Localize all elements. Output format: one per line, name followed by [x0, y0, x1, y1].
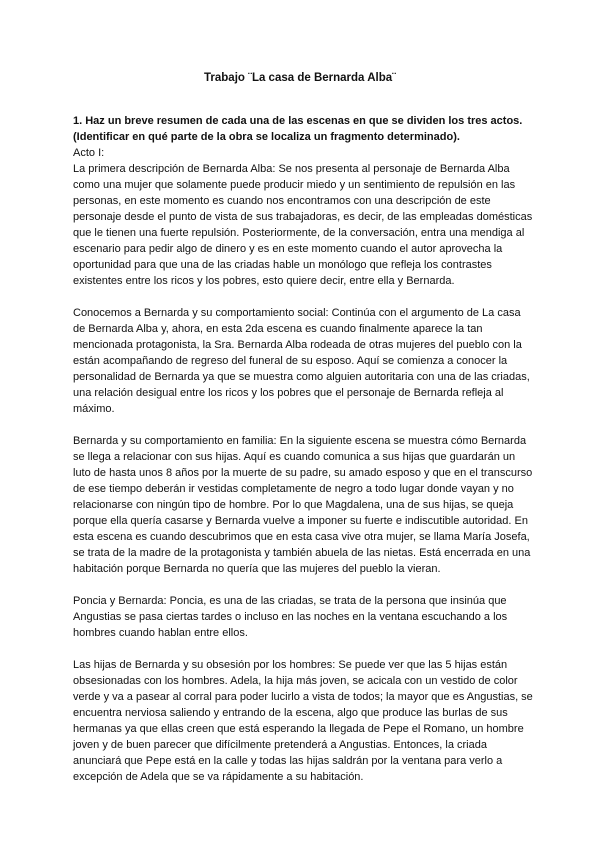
question-heading: 1. Haz un breve resumen de cada una de las escenas en que se dividen los tres actos. (Identificar en qué parte de la obra se localiza un fragmento determinado).: [73, 115, 523, 143]
document-title: Trabajo ¨La casa de Bernarda Alba¨: [204, 72, 396, 84]
paragraph-scene-2: Conocemos a Bernarda y su comportamiento social: Continúa con el argumento de La casa de Bernarda Alba y, ahora, en esta 2da escena es cuando finalmente aparece la tan mencionada protagonista, la Sra. Bernarda Alba rodeada de otras mujeres del pueblo con la están acompañando de regreso del funeral de su esposo. Aquí se comienza a conocer la personalidad de Bernarda ya que se muestra como alguien autoritaria con una de las criadas, una relación desigual entre los ricos y los pobres que el personaje de Bernarda refleja al máximo.: [73, 307, 530, 415]
act-label: Acto I:: [73, 147, 105, 159]
paragraph-scene-1: La primera descripción de Bernarda Alba: Se nos presenta al personaje de Bernarda Alba como una mujer que solamente puede producir miedo y un sentimiento de repulsión en las personas, en este momento es cuando nos encontramos con una descripción de este personaje desde el punto de vista de sus trabajadoras, es decir, de las empleadas domésticas que le tienen una fuerte repulsión. Posteriormente, de la conversación, entra una mendiga al escenario para pedir algo de dinero y es en este momento cuando el autor aprovecha la oportunidad para que una de las criadas hable un monólogo que refleja los contrastes existentes entre los ricos y los pobres, esto quiere decir, entre ella y Bernarda.: [73, 163, 533, 287]
paragraph-scene-5: Las hijas de Bernarda y su obsesión por los hombres: Se puede ver que las 5 hijas están obsesionadas con los hombres. Adela, la hija más joven, se acicala con un vestido de color verde y va a pasear al corral para poder lucirlo a vista de todos; la mayor que es Angustias, se encuentra nerviosa saliendo y entrando de la escena, algo que produce las burlas de sus hermanas ya que ellas creen que está esperando la llegada de Pepe el Romano, un hombre joven y de buen parecer que difícilmente pretenderá a Angustias. Entonces, la criada anunciará que Pepe está en la calle y todas las hijas saldrán por la ventana para verlo a excepción de Adela que se va rápidamente a su habitación.: [73, 659, 533, 783]
document-body: [73, 113, 533, 801]
paragraph-scene-4: Poncia y Bernarda: Poncia, es una de las criadas, se trata de la persona que insinúa que Angustias se pasa ciertas tardes o incluso en las noches en la ventana escuchando a los hombres cuando hablan entre ellos.: [73, 595, 508, 639]
paragraph-scene-3: Bernarda y su comportamiento en familia: En la siguiente escena se muestra cómo Bernarda se llega a relacionar con sus hijas. Aquí es cuando comunica a sus hijas que guardarán un luto de hasta unos 8 años por la muerte de su padre, su amado esposo y que en el transcurso de ese tiempo deberán ir vestidas completamente de negro a todo lugar donde vayan y no relacionarse con ningún tipo de hombre. Por lo que Magdalena, una de sus hijas, se queja porque ella quería casarse y Bernarda vuelve a imponer su fuerte e indiscutible autoridad. En esta escena es cuando descubrimos que en esta casa vive otra mujer, se llama María Josefa, se trata de la madre de la protagonista y también abuela de las nietas. Está encerrada en una habitación porque Bernarda no quería que las mujeres del pueblo la vieran.: [73, 435, 533, 575]
